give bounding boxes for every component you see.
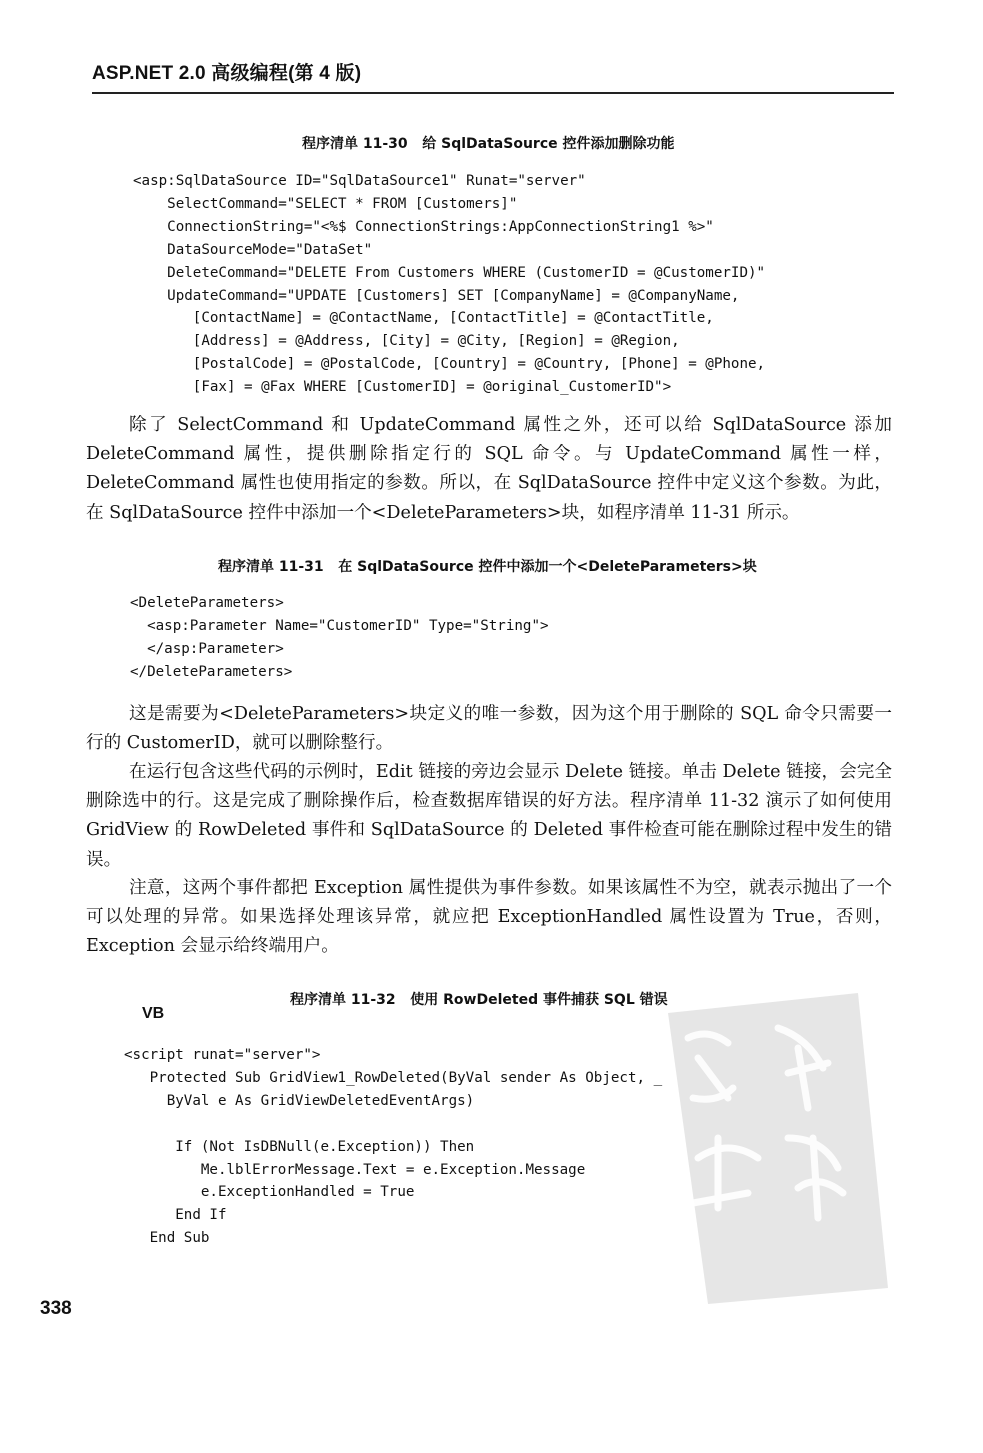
listing-11-31-caption: 程序清单 11-31 在 SqlDataSource 控件中添加一个<DeleteParameters>块	[218, 559, 757, 575]
paragraph-4: 注意，这两个事件都把 Exception 属性提供为事件参数。如果该属性不为空，就表示抛出了一个可以处理的异常。如果选择处理该异常，就应把 ExceptionHandled 属性设置为 True，否则，Exception 会显示给终端用户。	[86, 878, 892, 957]
paragraph-2: 这是需要为<DeleteParameters>块定义的唯一参数，因为这个用于删除的 SQL 命令只需要一行的 CustomerID，就可以删除整行。	[86, 704, 892, 754]
listing-11-32-caption: 程序清单 11-32 使用 RowDeleted 事件捕获 SQL 错误	[290, 992, 668, 1008]
page-number: 338	[40, 1298, 72, 1319]
listing-11-30-code: <asp:SqlDataSource ID="SqlDataSource1" Runat="server" SelectCommand="SELECT * FROM [Customers]" ConnectionString="<%$ ConnectionStrings:AppConnectionString1 %>" DataSourceMode="DataSet" DeleteCommand="DELETE From Customers WHERE (CustomerID = @CustomerID)" UpdateCommand="UPDATE [Customers] SET [CompanyName] = @CompanyName, [ContactName] = @ContactName, [ContactTitle] = @ContactTitle, [Address] = @Address, [City] = @City, [Region] = @Region, [PostalCode] = @PostalCode, [Country] = @Country, [Phone] = @Phone, [Fax] = @Fax WHERE [CustomerID] = @original_CustomerID">	[133, 173, 766, 396]
paragraph-1: 除了 SelectCommand 和 UpdateCommand 属性之外，还可以给 SqlDataSource 添加 DeleteCommand 属性，提供删除指定行的 SQL 命令。与 UpdateCommand 属性一样，DeleteCommand 属性也使用指定的参数。所以，在 SqlDataSource 控件中定义这个参数。为此，在 SqlDataSource 控件中添加一个<DeleteParameters>块，如程序清单 11-31 所示。	[86, 415, 892, 523]
listing-11-30-caption: 程序清单 11-30 给 SqlDataSource 控件添加删除功能	[302, 136, 675, 152]
language-label: VB	[142, 1005, 165, 1022]
seal-watermark	[648, 988, 894, 1304]
running-header: ASP.NET 2.0 高级编程(第 4 版)	[92, 63, 362, 84]
header-rule	[92, 92, 894, 94]
listing-11-32-code: <script runat="server"> Protected Sub GridView1_RowDeleted(ByVal sender As Object, _ ByVal e As GridViewDeletedEventArgs) If (Not IsDBNull(e.Exception)) Then Me.lblErrorMessage.Text = e.Exception.Message e.ExceptionHandled = True End If End Sub	[124, 1047, 663, 1247]
paragraph-3: 在运行包含这些代码的示例时，Edit 链接的旁边会显示 Delete 链接。单击 Delete 链接，会完全删除选中的行。这是完成了删除操作后，检查数据库错误的好方法。程序清单 11-32 演示了如何使用 GridView 的 RowDeleted 事件和 SqlDataSource 的 Deleted 事件检查可能在删除过程中发生的错误。	[86, 762, 892, 870]
listing-11-31-code: <DeleteParameters> <asp:Parameter Name="CustomerID" Type="String"> </asp:Parameter> </DeleteParameters>	[130, 595, 549, 680]
